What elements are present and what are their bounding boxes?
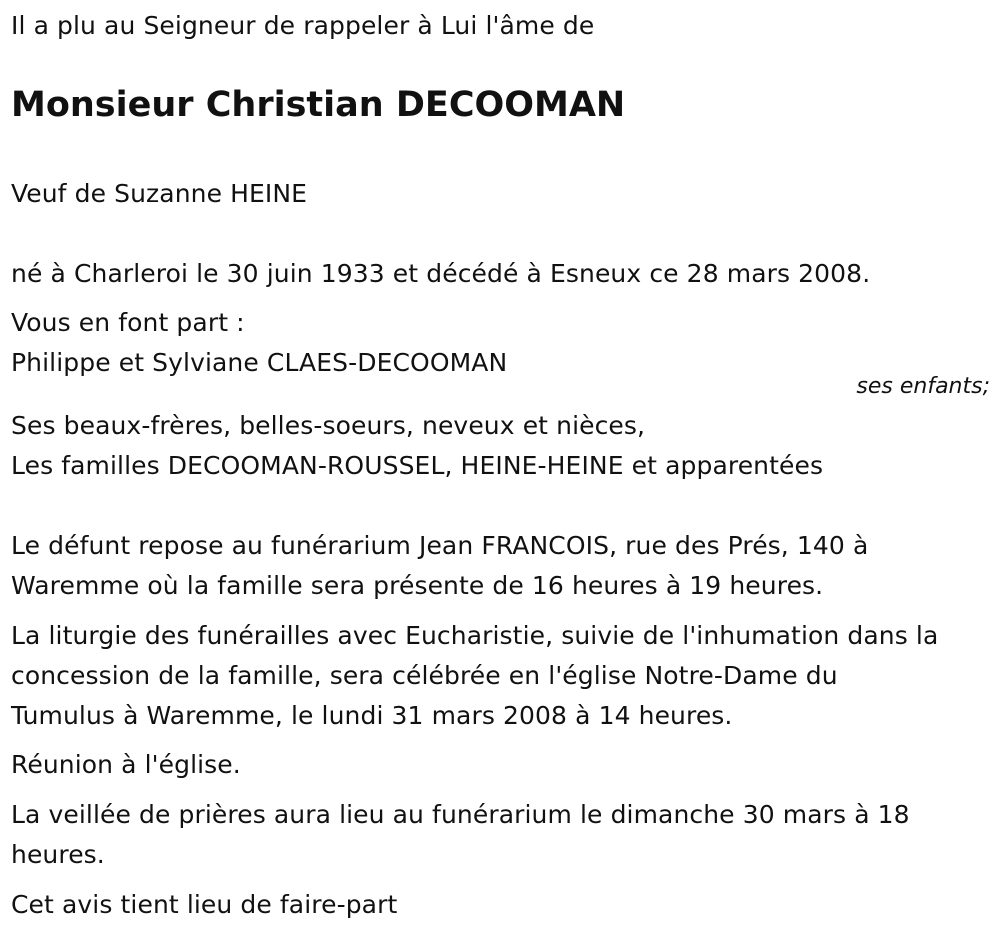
widowed-text: Veuf de Suzanne HEINE	[11, 179, 308, 208]
liturgy-line-2: concession de la famille, sera célébrée en l'église Notre-Dame du	[11, 661, 838, 690]
liturgy-line-1: La liturgie des funérailles avec Eucharistie, suivie de l'inhumation dans la	[11, 621, 939, 650]
announce-intro: Vous en font part :	[11, 308, 245, 337]
closing-text: Cet avis tient lieu de faire-part	[11, 890, 398, 919]
deceased-name: Monsieur Christian DECOOMAN	[11, 85, 626, 125]
vigil-line-2: heures.	[11, 840, 105, 869]
children-role: ses enfants;	[856, 374, 990, 399]
liturgy-line-3: Tumulus à Waremme, le lundi 31 mars 2008 à 14 heures.	[11, 701, 733, 730]
repose-line-1: Le défunt repose au funérarium Jean FRANCOIS, rue des Prés, 140 à	[11, 531, 869, 560]
reunion-text: Réunion à l'église.	[11, 750, 241, 779]
relatives-line-2: Les familles DECOOMAN-ROUSSEL, HEINE-HEINE et apparentées	[11, 451, 824, 480]
intro-text: Il a plu au Seigneur de rappeler à Lui l'âme de	[11, 11, 595, 40]
children-names: Philippe et Sylviane CLAES-DECOOMAN	[11, 348, 508, 377]
relatives-line-1: Ses beaux-frères, belles-soeurs, neveux et nièces,	[11, 411, 646, 440]
birth-death-text: né à Charleroi le 30 juin 1933 et décédé à Esneux ce 28 mars 2008.	[11, 259, 871, 288]
repose-line-2: Waremme où la famille sera présente de 16 heures à 19 heures.	[11, 571, 824, 600]
vigil-line-1: La veillée de prières aura lieu au funérarium le dimanche 30 mars à 18	[11, 800, 910, 829]
